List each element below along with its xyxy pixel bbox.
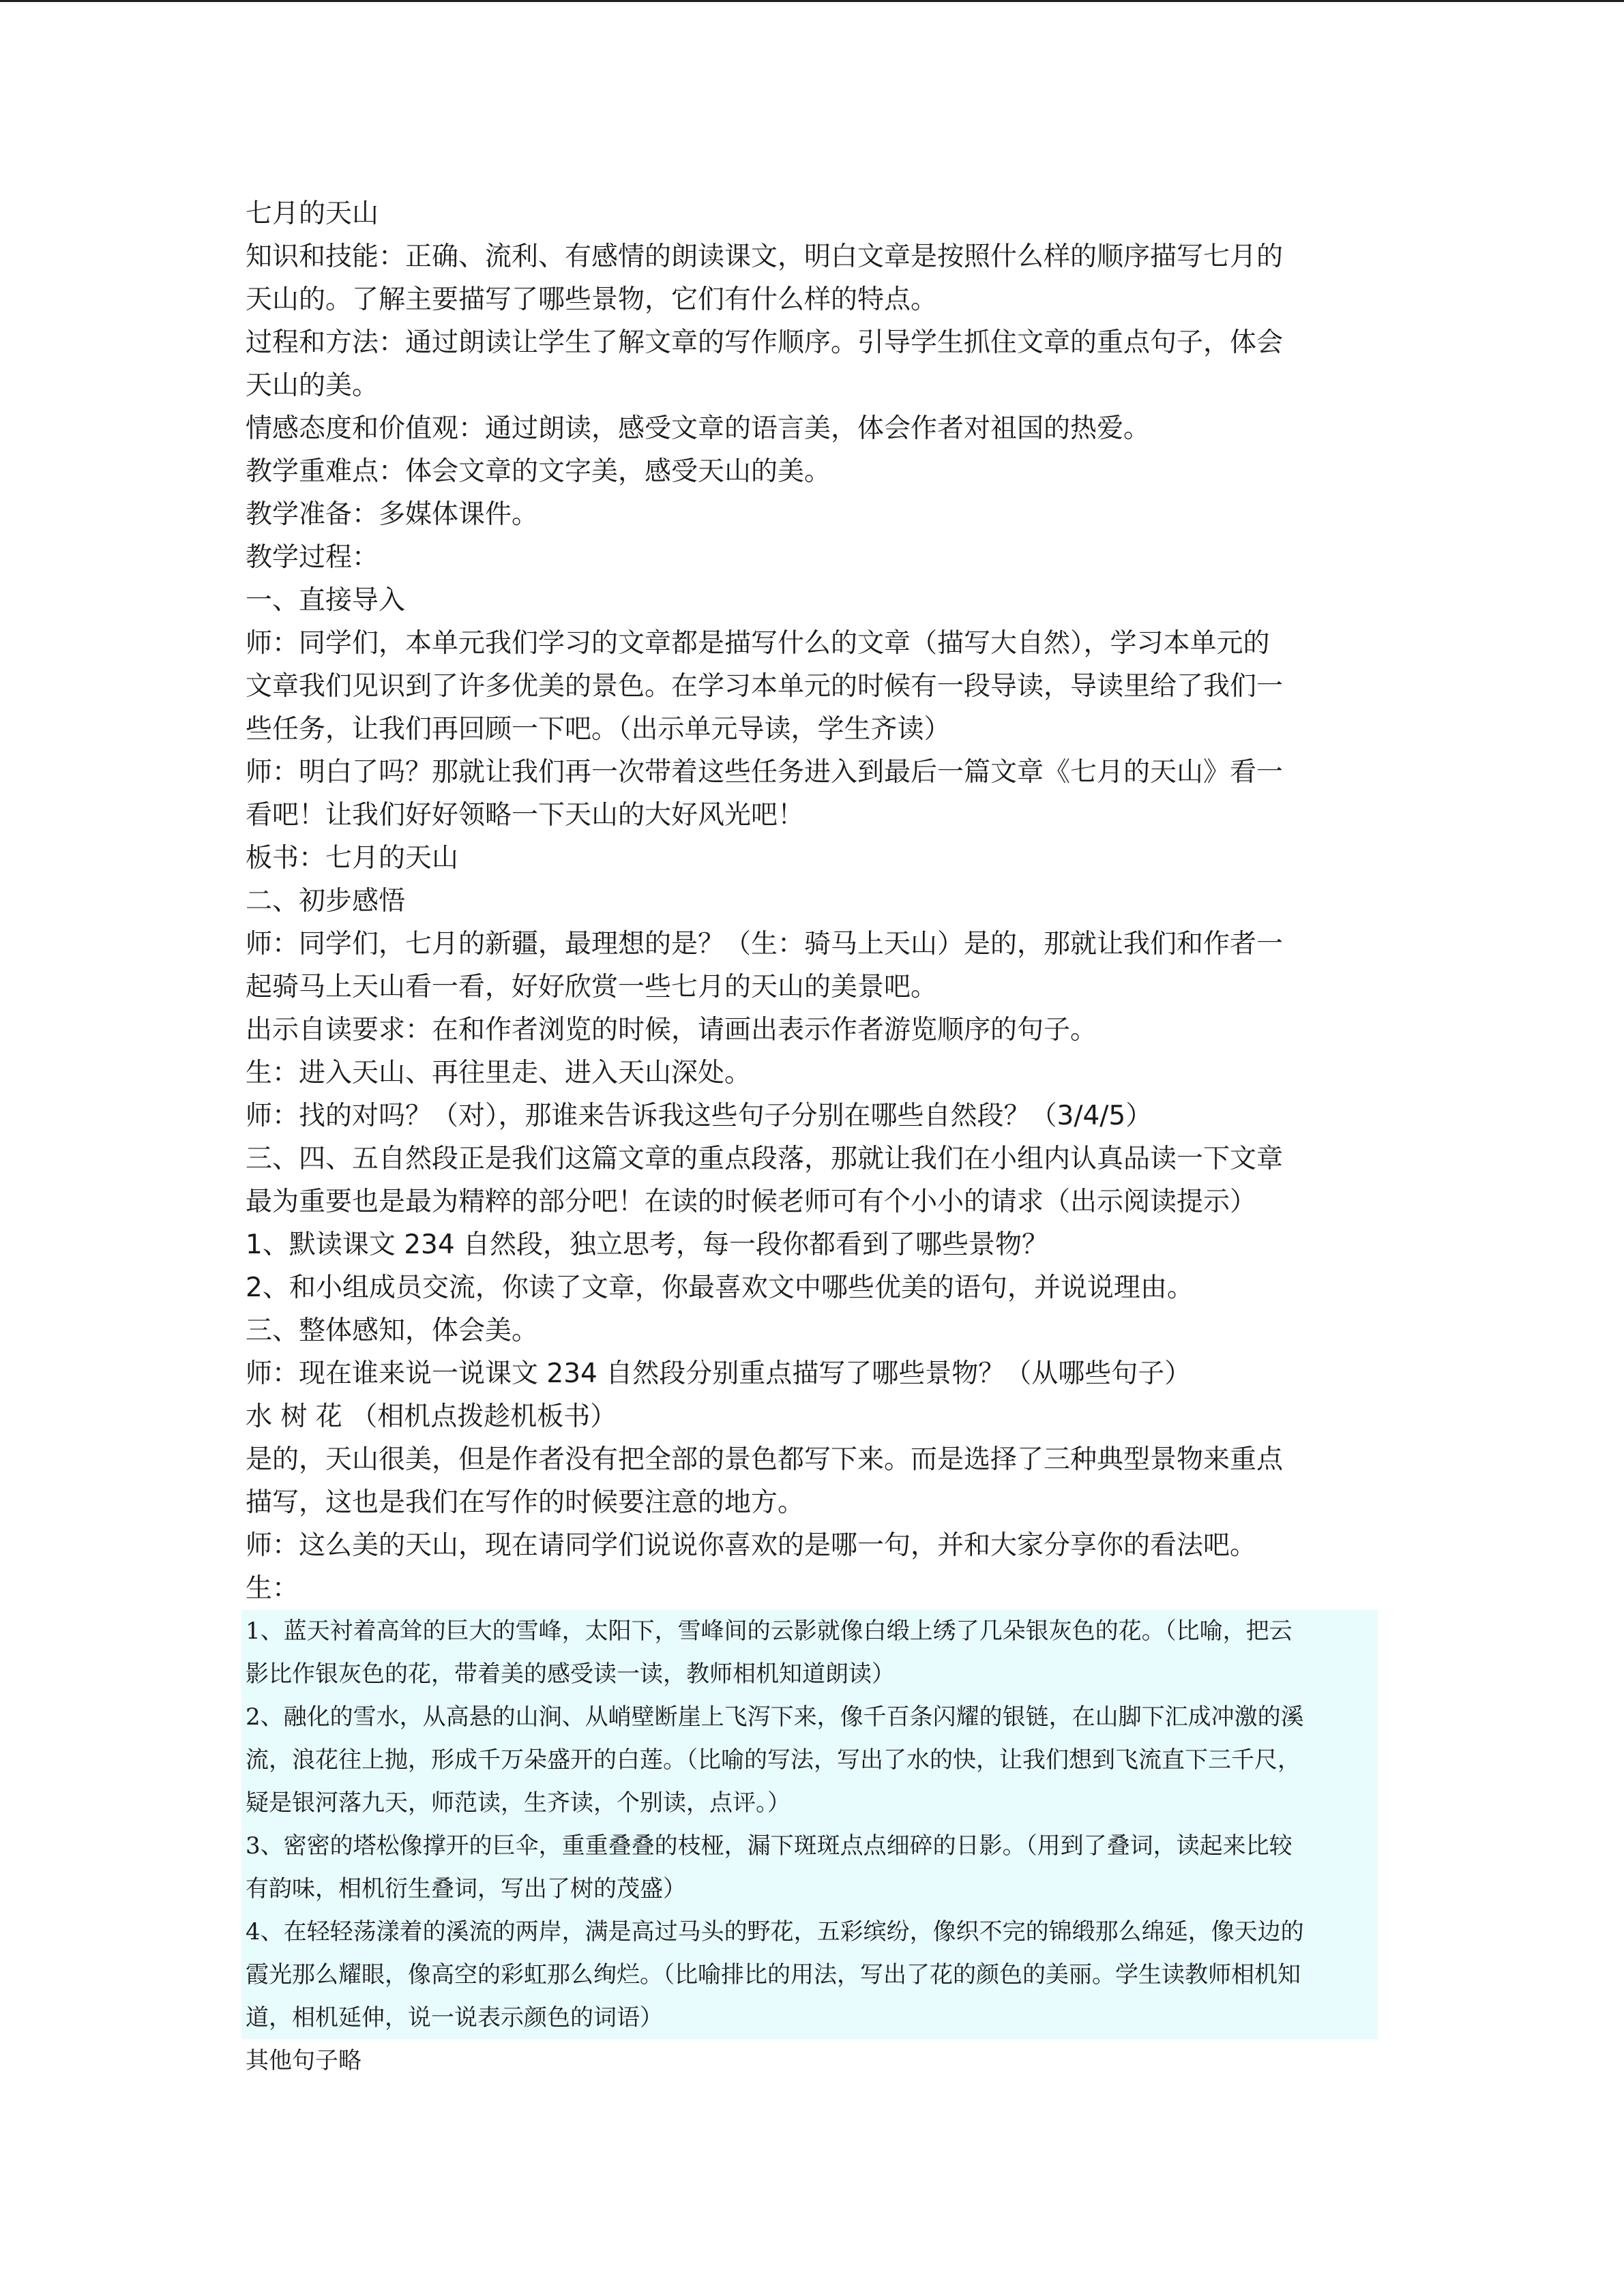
text-line: 教学准备：多媒体课件。 xyxy=(246,499,539,530)
highlighted-line: 3、密密的塔松像撑开的巨伞，重重叠叠的枝桠，漏下斑斑点点细碎的日影。（用到了叠词，读起来比较 xyxy=(246,1832,1293,1860)
text-line: 些任务，让我们再回顾一下吧。（出示单元导读，学生齐读） xyxy=(246,714,951,745)
highlighted-line: 霞光那么耀眼，像高空的彩虹那么绚烂。（比喻排比的用法，写出了花的颜色的美丽。学生读教师相机知 xyxy=(246,1961,1301,1988)
document-page xyxy=(246,192,1378,2083)
text-line: 三、四、五自然段正是我们这篇文章的重点段落，那就让我们在小组内认真品读一下文章 xyxy=(246,1144,1284,1174)
text-line: 师：明白了吗？那就让我们再一次带着这些任务进入到最后一篇文章《七月的天山》看一 xyxy=(246,757,1284,788)
text-line: 师：同学们，七月的新疆，最理想的是？（生：骑马上天山）是的，那就让我们和作者一 xyxy=(246,929,1284,959)
text-line: 文章我们见识到了许多优美的景色。在学习本单元的时候有一段导读，导读里给了我们一 xyxy=(246,671,1284,702)
text-line: 情感态度和价值观：通过朗读，感受文章的语言美，体会作者对祖国的热爱。 xyxy=(246,413,1151,444)
text-line: 师：现在谁来说一说课文 234 自然段分别重点描写了哪些景物？（从哪些句子） xyxy=(246,1358,1192,1389)
text-line: 过程和方法：通过朗读让学生了解文章的写作顺序。引导学生抓住文章的重点句子，体会 xyxy=(246,327,1284,358)
text-line: 起骑马上天山看一看，好好欣赏一些七月的天山的美景吧。 xyxy=(246,972,938,1002)
text-line: 师：同学们，本单元我们学习的文章都是描写什么的文章（描写大自然），学习本单元的 xyxy=(246,628,1270,659)
highlighted-line: 影比作银灰色的花，带着美的感受读一读，教师相机知道朗读） xyxy=(246,1660,895,1688)
highlighted-line: 道，相机延伸，说一说表示颜色的词语） xyxy=(246,2004,663,2031)
highlighted-sentences xyxy=(241,1610,1378,2040)
text-line: 是的，天山很美，但是作者没有把全部的景色都写下来。而是选择了三种典型景物来重点 xyxy=(246,1444,1284,1475)
closing-note: 其他句子略 xyxy=(246,2047,361,2074)
highlighted-line: 有韵味，相机衍生叠词，写出了树的茂盛） xyxy=(246,1875,686,1903)
highlighted-line: 4、在轻轻荡漾着的溪流的两岸，满是高过马头的野花，五彩缤纷，像织不完的锦缎那么绵延，像天边的 xyxy=(246,1918,1304,1945)
section-heading: 二、初步感悟 xyxy=(246,886,406,916)
text-line: 教学重难点：体会文章的文字美，感受天山的美。 xyxy=(246,456,831,487)
text-line: 最为重要也是最为精粹的部分吧！在读的时候老师可有个小小的请求（出示阅读提示） xyxy=(246,1187,1257,1217)
document-title: 七月的天山 xyxy=(246,198,379,229)
text-line: 天山的。了解主要描写了哪些景物，它们有什么样的特点。 xyxy=(246,284,938,315)
text-line: 水 树 花 （相机点拨趁机板书） xyxy=(246,1401,617,1432)
list-item: 2、和小组成员交流，你读了文章，你最喜欢文中哪些优美的语句，并说说理由。 xyxy=(246,1272,1194,1303)
text-line: 教学过程： xyxy=(246,542,379,573)
section-heading: 三、整体感知，体会美。 xyxy=(246,1315,539,1346)
highlighted-line: 流，浪花往上抛，形成千万朵盛开的白莲。（比喻的写法，写出了水的快，让我们想到飞流直下三千尺， xyxy=(246,1746,1301,1774)
page-top-border xyxy=(0,0,1624,2)
text-line: 板书：七月的天山 xyxy=(246,843,459,874)
text-line: 知识和技能：正确、流利、有感情的朗读课文，明白文章是按照什么样的顺序描写七月的 xyxy=(246,241,1284,272)
text-line: 生： xyxy=(246,1573,299,1604)
highlighted-line: 1、蓝天衬着高耸的巨大的雪峰，太阳下，雪峰间的云影就像白缎上绣了几朵银灰色的花。（比喻，把云 xyxy=(246,1617,1293,1645)
highlighted-line: 疑是银河落九天，师范读，生齐读，个别读，点评。） xyxy=(246,1789,791,1817)
text-line: 看吧！让我们好好领略一下天山的大好风光吧！ xyxy=(246,800,805,831)
list-item: 1、默读课文 234 自然段，独立思考，每一段你都看到了哪些景物？ xyxy=(246,1229,1049,1260)
section-heading: 一、直接导入 xyxy=(246,585,406,616)
highlighted-line: 2、融化的雪水，从高悬的山涧、从峭壁断崖上飞泻下来，像千百条闪耀的银链，在山脚下汇成冲激的溪 xyxy=(246,1703,1304,1731)
text-line: 天山的美。 xyxy=(246,370,379,401)
text-line: 描写，这也是我们在写作的时候要注意的地方。 xyxy=(246,1487,805,1518)
text-line: 师：找的对吗？（对），那谁来告诉我这些句子分别在哪些自然段？（3/4/5） xyxy=(246,1101,1153,1131)
text-line: 生：进入天山、再往里走、进入天山深处。 xyxy=(246,1058,752,1088)
text-line: 师：这么美的天山，现在请同学们说说你喜欢的是哪一句，并和大家分享你的看法吧。 xyxy=(246,1530,1257,1561)
text-line: 出示自读要求：在和作者浏览的时候，请画出表示作者游览顺序的句子。 xyxy=(246,1015,1097,1045)
